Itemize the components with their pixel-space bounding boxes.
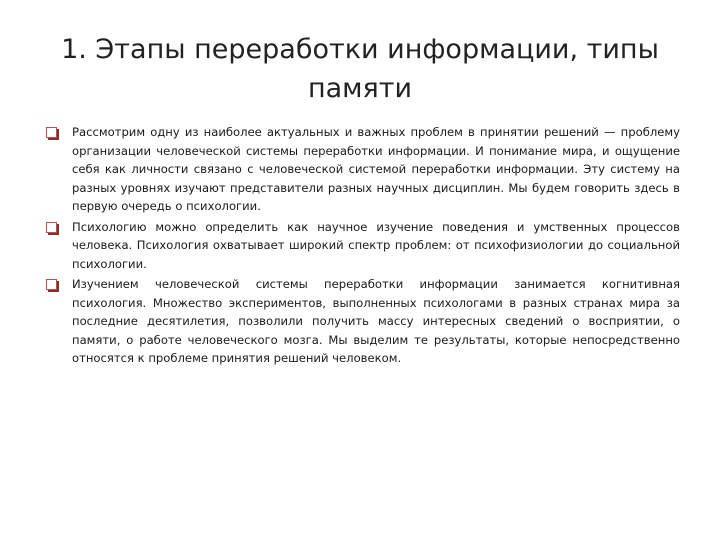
square-bullet-icon: [46, 222, 57, 233]
square-bullet-icon: [46, 127, 57, 138]
square-bullet-icon: [46, 279, 57, 290]
bullet-text: Психологию можно определить как научное изучение поведения и умственных процессов человека. Психология охватывает широкий спектр проблем: от психофизиологии до социальной психологии.: [72, 219, 680, 271]
bullet-text: Изучением человеческой системы переработки информации занимается когнитивная психология. Множество экспериментов, выполненных психологами в разных странах мира за последние десятилетия, позволили получить массу интересных сведений о восприятии, о памяти, о работе человеческого мозга. Мы выделим те результаты, которые непосредственно относятся к проблеме принятия решений человеком.: [72, 277, 680, 365]
bullet-item: [46, 275, 680, 368]
bullet-text: Рассмотрим одну из наиболее актуальных и важных проблем в принятии решений — проблему организации человеческой системы переработки информации. И понимание мира, и ощущение себя как личности связано с человеческой системой переработки информации. Эту систему на разных уровнях изучают представители разных научных дисциплин. Мы будем говорить здесь в первую очередь о психологии.: [72, 125, 680, 213]
bullet-item: [46, 123, 680, 216]
bullet-list: [46, 123, 680, 370]
slide-title: 1. Этапы переработки информации, типы памяти: [61, 34, 659, 104]
bullet-item: [46, 218, 680, 274]
